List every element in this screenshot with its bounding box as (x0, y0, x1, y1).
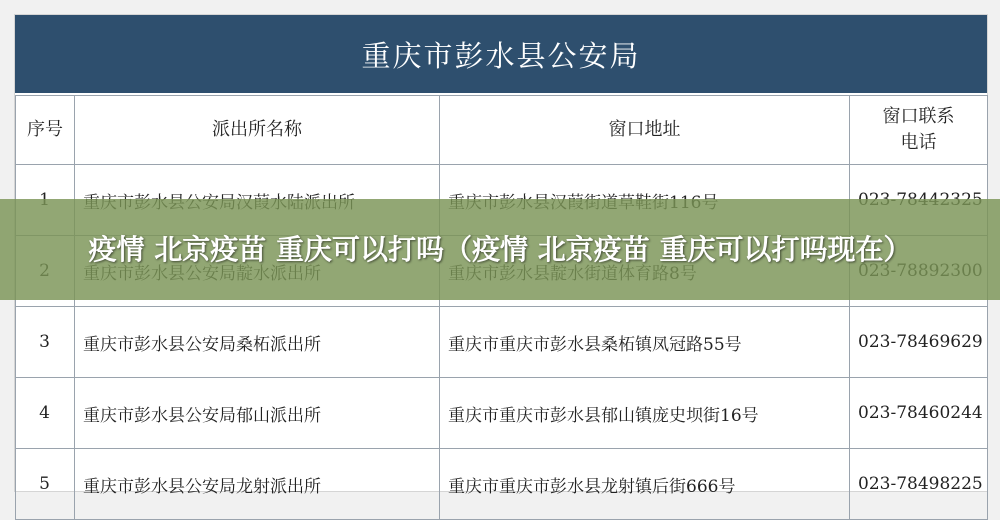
table-row (16, 449, 988, 520)
header-index: 序号 (16, 96, 75, 165)
header-contact-phone-line2: 电话 (900, 132, 937, 153)
row-window-address: 重庆市重庆市彭水县郁山镇庞史坝街16号 (440, 378, 850, 449)
header-window-address: 窗口地址 (440, 96, 850, 165)
table-row (16, 307, 988, 378)
header-station-name: 派出所名称 (75, 96, 440, 165)
row-station-name: 重庆市彭水县公安局龙射派出所 (75, 449, 440, 520)
headline-text: 疫情 北京疫苗 重庆可以打吗（疫情 北京疫苗 重庆可以打吗现在） (88, 232, 912, 266)
table-row (16, 378, 988, 449)
header-contact-phone-line1: 窗口联系 (882, 106, 955, 127)
row-index: 5 (16, 449, 75, 520)
row-index: 3 (16, 307, 75, 378)
header-contact-phone (850, 96, 988, 165)
row-phone: 023-78460244 (850, 378, 988, 449)
document-title: 重庆市彭水县公安局 (15, 15, 987, 93)
row-index: 4 (16, 378, 75, 449)
row-window-address: 重庆市重庆市彭水县桑柘镇凤冠路55号 (440, 307, 850, 378)
table-header-row (16, 96, 988, 165)
row-phone: 023-78498225 (850, 449, 988, 520)
row-station-name: 重庆市彭水县公安局桑柘派出所 (75, 307, 440, 378)
row-station-name: 重庆市彭水县公安局郁山派出所 (75, 378, 440, 449)
row-window-address: 重庆市重庆市彭水县龙射镇后街666号 (440, 449, 850, 520)
police-station-table (15, 95, 988, 520)
headline-banner (0, 199, 1000, 300)
row-phone: 023-78469629 (850, 307, 988, 378)
